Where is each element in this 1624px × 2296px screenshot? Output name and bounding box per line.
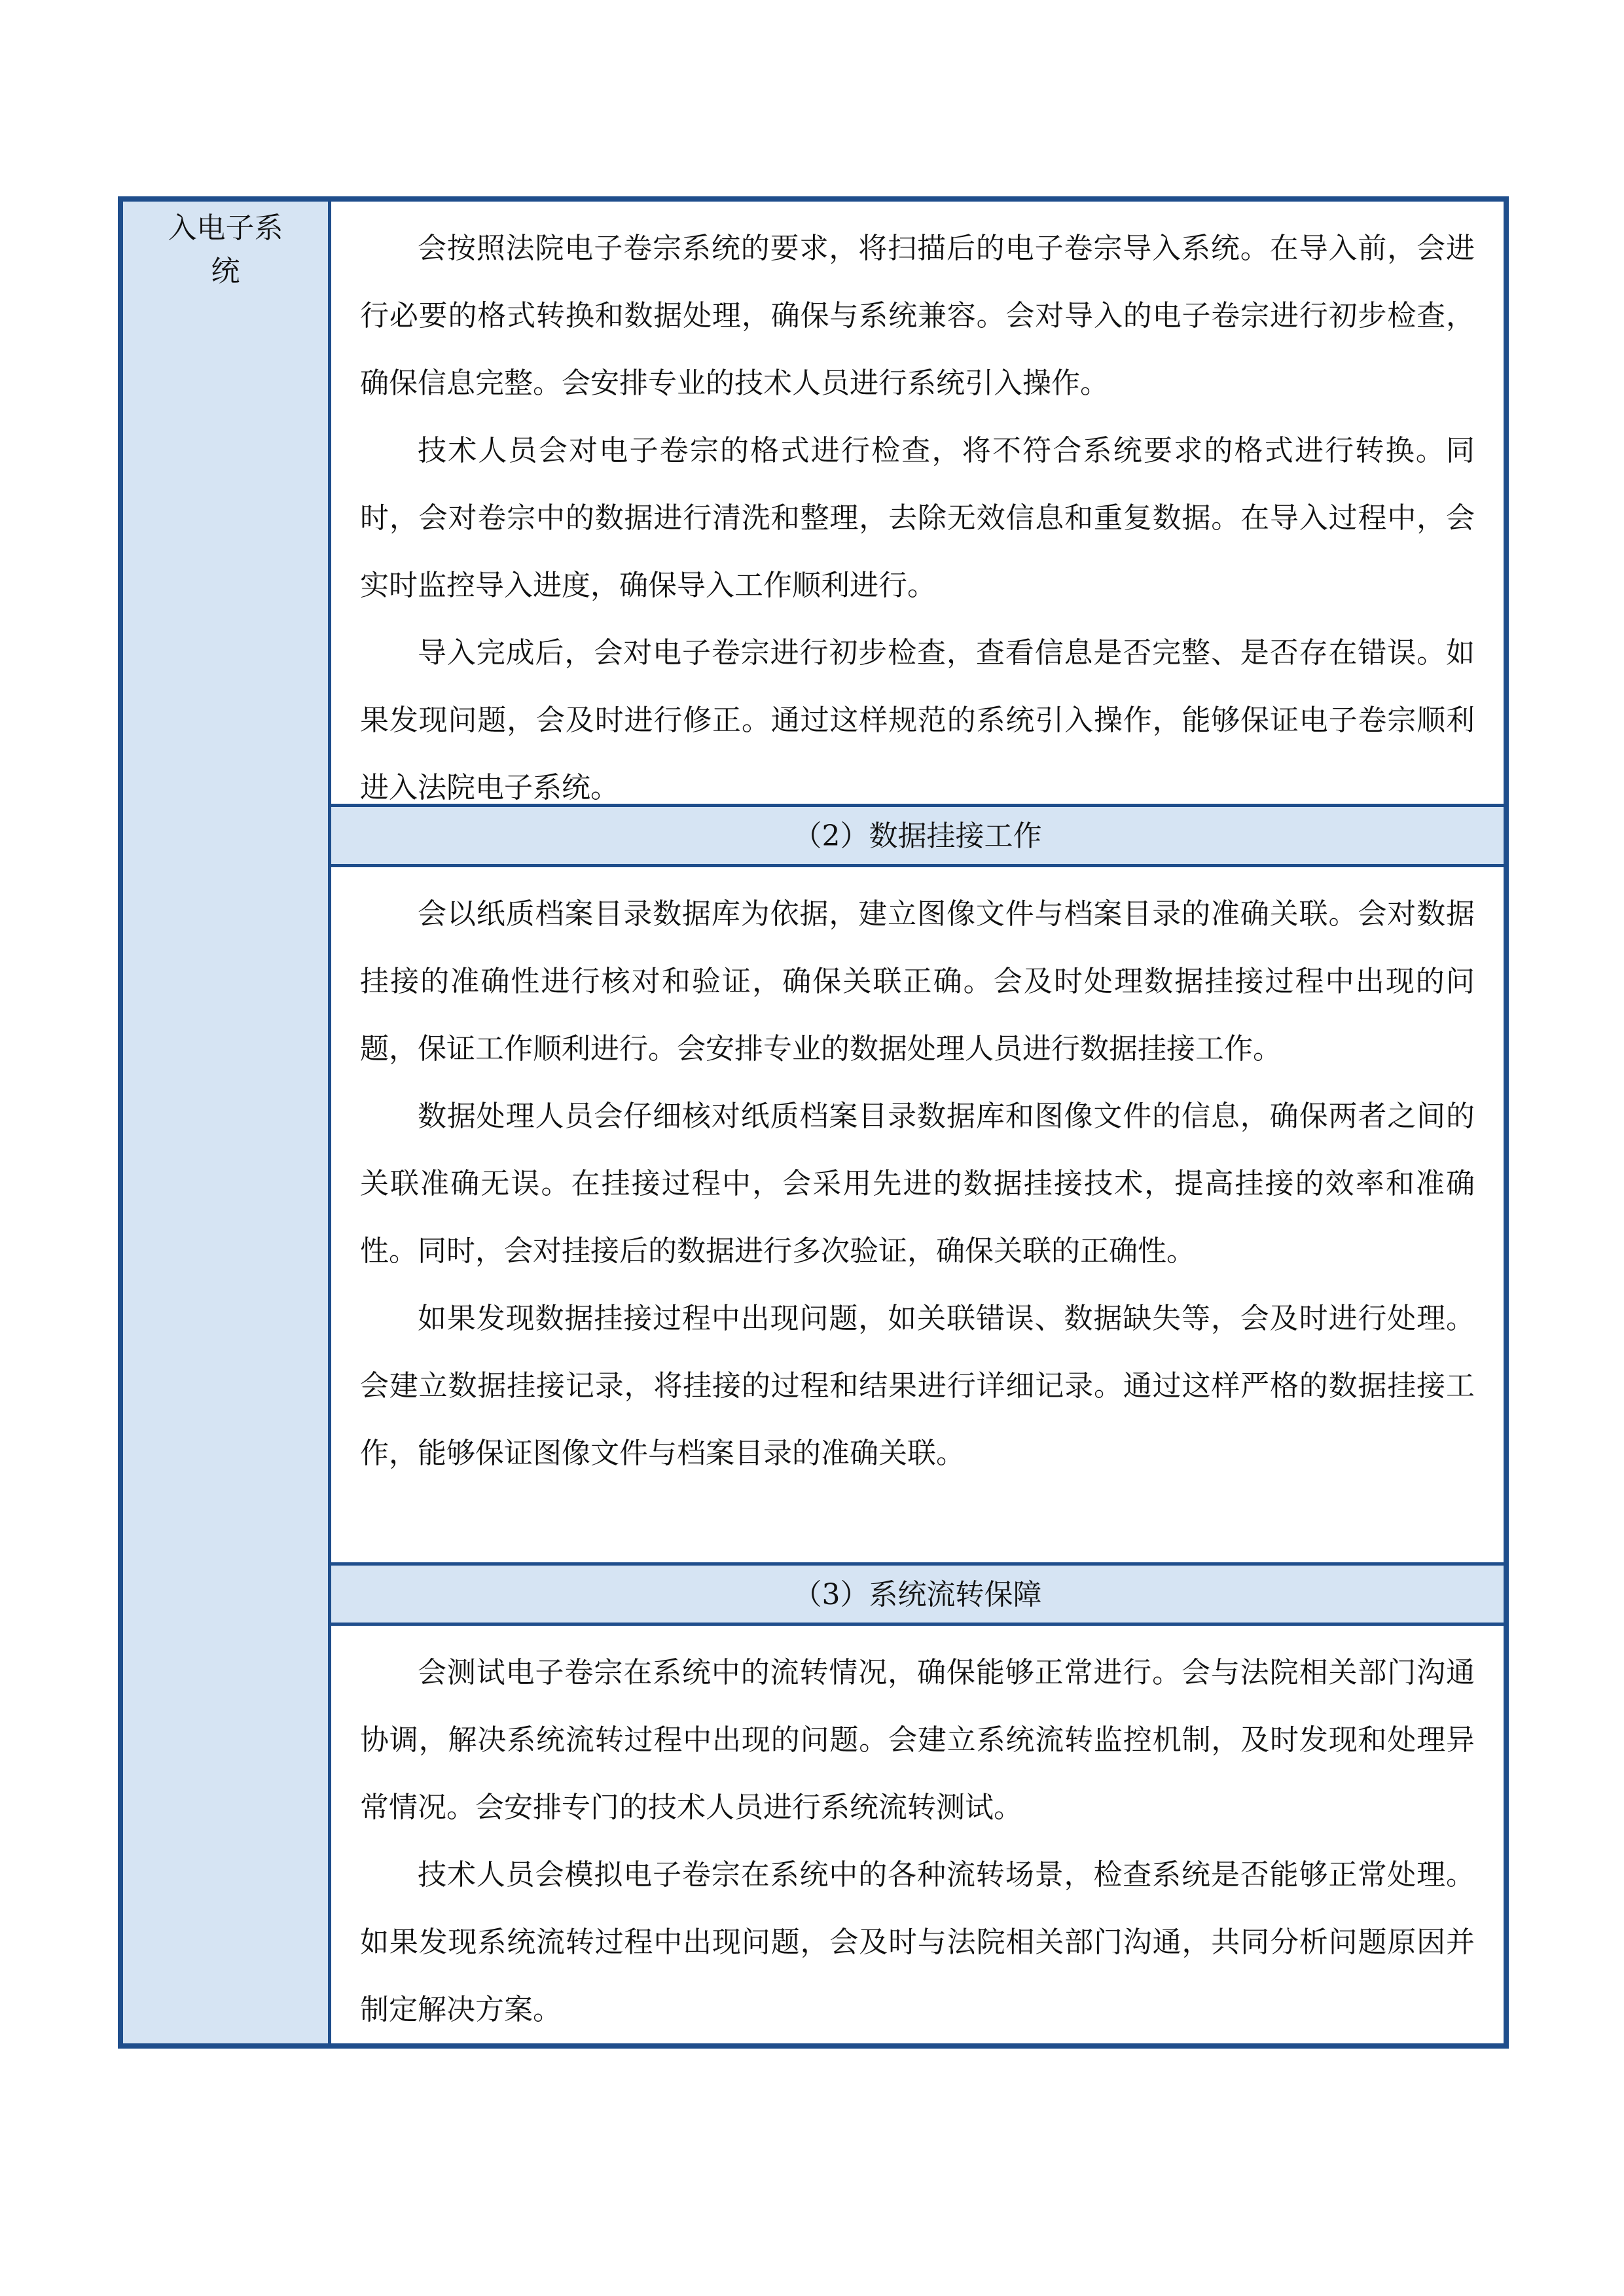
- section3-body: [331, 1626, 1504, 2043]
- section1-body: [331, 202, 1504, 807]
- category-label-line1: 入电子系: [168, 211, 283, 245]
- left-category-cell: [123, 202, 331, 2043]
- section3-paragraph-1: 会测试电子卷宗在系统中的流转情况，确保能够正常进行。会与法院相关部门沟通协调，解决系统流转过程中出现的问题。会建立系统流转监控机制，及时发现和处理异常情况。会安排专门的技术人员进行系统流转测试。: [360, 1656, 1475, 1824]
- category-label-line2: 统: [211, 255, 240, 288]
- section2-paragraph-1: 会以纸质档案目录数据库为依据，建立图像文件与档案目录的准确关联。会对数据挂接的准确性进行核对和验证，确保关联正确。会及时处理数据挂接过程中出现的问题，保证工作顺利进行。会安排专业的数据处理人员进行数据挂接工作。: [360, 897, 1475, 1066]
- section1-paragraph-2: 技术人员会对电子卷宗的格式进行检查，将不符合系统要求的格式进行转换。同时，会对卷宗中的数据进行清洗和整理，去除无效信息和重复数据。在导入过程中，会实时监控导入进度，确保导入工作顺利进行。: [360, 434, 1475, 602]
- right-content-column: [331, 202, 1504, 2043]
- content-table: [118, 196, 1509, 2049]
- section3-paragraph-2: 技术人员会模拟电子卷宗在系统中的各种流转场景，检查系统是否能够正常处理。如果发现系统流转过程中出现问题，会及时与法院相关部门沟通，共同分析问题原因并制定解决方案。: [360, 1858, 1475, 2026]
- section2-body: [331, 867, 1504, 1566]
- section1-paragraph-1: 会按照法院电子卷宗系统的要求，将扫描后的电子卷宗导入系统。在导入前，会进行必要的格式转换和数据处理，确保与系统兼容。会对导入的电子卷宗进行初步检查，确保信息完整。会安排专业的技术人员进行系统引入操作。: [360, 232, 1475, 400]
- section3-heading: （3）系统流转保障: [331, 1566, 1504, 1626]
- section2-heading: （2）数据挂接工作: [331, 807, 1504, 867]
- section1-paragraph-3: 导入完成后，会对电子卷宗进行初步检查，查看信息是否完整、是否存在错误。如果发现问题，会及时进行修正。通过这样规范的系统引入操作，能够保证电子卷宗顺利进入法院电子系统。: [360, 636, 1475, 804]
- section2-paragraph-3: 如果发现数据挂接过程中出现问题，如关联错误、数据缺失等，会及时进行处理。会建立数据挂接记录，将挂接的过程和结果进行详细记录。通过这样严格的数据挂接工作，能够保证图像文件与档案目录的准确关联。: [360, 1302, 1475, 1470]
- section2-paragraph-2: 数据处理人员会仔细核对纸质档案目录数据库和图像文件的信息，确保两者之间的关联准确无误。在挂接过程中，会采用先进的数据挂接技术，提高挂接的效率和准确性。同时，会对挂接后的数据进行多次验证，确保关联的正确性。: [360, 1100, 1475, 1268]
